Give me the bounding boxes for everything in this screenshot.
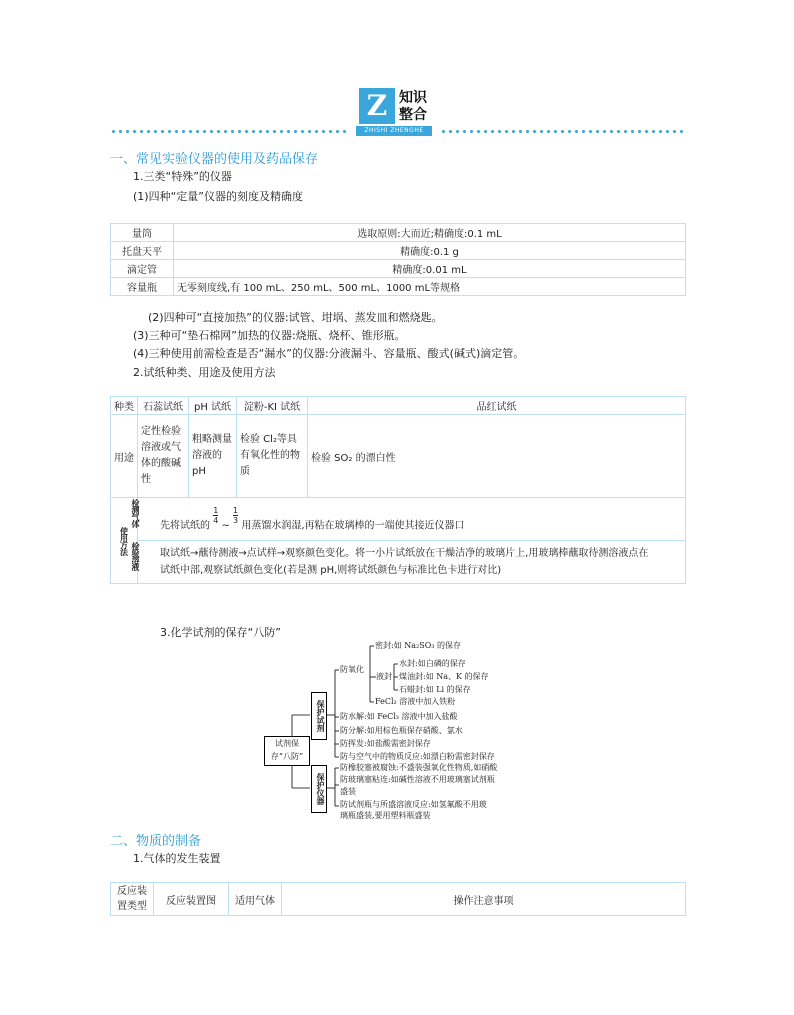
table-row [111, 278, 686, 296]
paragraph-2: (2)四种可“直接加热”的仪器:试管、坩埚、蒸发皿和燃烧匙。 [148, 311, 443, 324]
method-label: 使用方法 [119, 526, 129, 555]
diagram-item: 煤油封:如 Na、K 的保存 [399, 672, 489, 681]
paragraph-4: (4)三种使用前需检查是否“漏水”的仪器:分液漏斗、容量瓶、酸式(碱式)滴定管。 [133, 347, 525, 360]
table-cell [131, 498, 686, 541]
gas-text-b: 用蒸馏水润湿,再粘在玻璃棒的一端使其接近仪器口 [241, 520, 465, 532]
liquid-label: 检验溶液 [131, 542, 140, 570]
diagram-item: 盛装 [340, 787, 356, 796]
table-cell: 反应装置类型 [111, 883, 154, 916]
diagram-item: 防玻璃塞粘连:如碱性溶液不用玻璃塞试剂瓶 [340, 775, 495, 784]
diagram-item: 石蜡封:如 Li 的保存 [399, 685, 471, 694]
fraction-tilde: ~ [221, 520, 230, 532]
fraction-1-num: 1 [213, 506, 219, 515]
table-cell: 无零刻度线,有 100 mL、250 mL、500 mL、1000 mL等规格 [174, 278, 686, 296]
table-cell: pH 试纸 [189, 397, 237, 415]
table-row [111, 242, 686, 260]
diagram-anti-oxidation: 防氧化 [340, 665, 364, 674]
table-cell: 石蕊试纸 [138, 397, 189, 415]
table-cell: 容量瓶 [111, 278, 174, 296]
dotted-divider-right [440, 130, 686, 133]
diagram-item: 璃瓶盛装,要用塑料瓶盛装 [340, 811, 431, 820]
diagram-item: 水封:如白磷的保存 [399, 659, 466, 668]
table-cell: 精确度:0.01 mL [174, 260, 686, 278]
table-cell: 品红试纸 [308, 397, 686, 415]
table-row [111, 397, 686, 415]
liquid-text-line2: 试纸中部,观察试纸颜色变化(若是测 pH,则将试纸颜色与标准比色卡进行对比) [160, 565, 502, 576]
table-cell: 反应装置图 [154, 883, 229, 916]
liquid-text-line1: 取试纸→蘸待测液→点试样→观察颜色变化。将一小片试纸放在干燥洁净的玻璃片上,用玻璃棒蘸取待测溶液点在 [160, 548, 649, 559]
logo-subtitle: ZHISHI ZHENGHE [356, 126, 432, 136]
heading-1-2: 2.试纸种类、用途及使用方法 [133, 366, 276, 379]
fraction-2-num: 1 [233, 506, 239, 515]
table-cell: 适用气体 [229, 883, 282, 916]
table-cell: 托盘天平 [111, 242, 174, 260]
gas-label: 检测气体 [131, 499, 140, 527]
table-quantitative-instruments [110, 223, 686, 296]
paragraph-3: (3)三种可“垫石棉网”加热的仪器:烧瓶、烧杯、锥形瓶。 [133, 329, 406, 342]
heading-1-1: 1.三类“特殊”的仪器 [133, 170, 232, 183]
table-row [111, 415, 686, 498]
diagram-branch-instrument: 保护仪器 [311, 765, 327, 813]
diagram-liquid-seal: 液封 [376, 672, 392, 681]
diagram-item: 防试剂瓶与所盛溶液反应:如氢氟酸不用玻 [340, 800, 487, 809]
logo-badge: Z [359, 88, 395, 124]
table-row [111, 260, 686, 278]
heading-1-1-1: (1)四种“定量”仪器的刻度及精确度 [133, 190, 303, 203]
fraction-2 [233, 506, 238, 525]
table-cell: 量筒 [111, 224, 174, 242]
fraction-1-den: 4 [213, 516, 219, 525]
liquid-method-text [160, 545, 648, 579]
fraction-2-den: 3 [233, 516, 239, 525]
diagram-item: 密封:如 Na₂SO₃ 的保存 [375, 641, 462, 650]
storage-diagram [262, 640, 532, 820]
table-cell: 操作注意事项 [282, 883, 686, 916]
diagram-item: 防水解:如 FeCl₃ 溶液中加入盐酸 [340, 712, 458, 721]
dotted-divider-left [110, 130, 350, 133]
fraction-1 [213, 506, 218, 525]
page-title [399, 90, 427, 124]
table-cell [131, 541, 686, 584]
page-title-line2: 整合 [399, 107, 427, 123]
table-cell: 淀粉-KI 试纸 [237, 397, 308, 415]
diagram-item: FeCl₂ 溶液中加入铁粉 [375, 697, 456, 706]
table-cell: 检验 Cl₂等具有氧化性的物质 [237, 415, 308, 498]
table-cell: 选取原则:大而近;精确度:0.1 mL [174, 224, 686, 242]
table-cell: 用途 [111, 415, 138, 498]
table-row [111, 498, 686, 541]
table-row [111, 224, 686, 242]
diagram-root-text: 试剂保存“八防” [270, 739, 304, 761]
gas-text-a: 先将试纸的 [160, 520, 210, 532]
table-row [111, 541, 686, 584]
diagram-root [264, 736, 310, 766]
diagram-item: 防与空气中的物质反应:如漂白粉需密封保存 [340, 752, 495, 761]
table-cell: 定性检验溶液或气体的酸碱性 [138, 415, 189, 498]
heading-1-3: 3.化学试剂的保存“八防” [160, 626, 281, 639]
section-1-title: 一、常见实验仪器的使用及药品保存 [110, 152, 319, 167]
table-cell: 检验 SO₂ 的漂白性 [308, 415, 686, 498]
table-cell: 滴定管 [111, 260, 174, 278]
diagram-item: 防橡胶塞被腐蚀:不盛装强氧化性物质,如硝酸 [340, 763, 498, 772]
heading-2-1: 1.气体的发生装置 [133, 852, 221, 865]
diagram-item: 防挥发:如盐酸需密封保存 [340, 739, 431, 748]
table-row [111, 883, 686, 916]
table-cell: 种类 [111, 397, 138, 415]
table-cell: 粗略测量溶液的 pH [189, 415, 237, 498]
diagram-item: 防分解:如用棕色瓶保存硝酸、氯水 [340, 726, 463, 735]
page-title-line1: 知识 [399, 90, 427, 106]
table-cell: 精确度:0.1 g [174, 242, 686, 260]
table-gas-generation [110, 882, 686, 916]
gas-method-text [160, 506, 465, 535]
diagram-branch-reagent: 保护试剂 [311, 692, 327, 740]
table-test-papers [110, 396, 686, 584]
section-2-title: 二、物质的制备 [110, 834, 202, 849]
